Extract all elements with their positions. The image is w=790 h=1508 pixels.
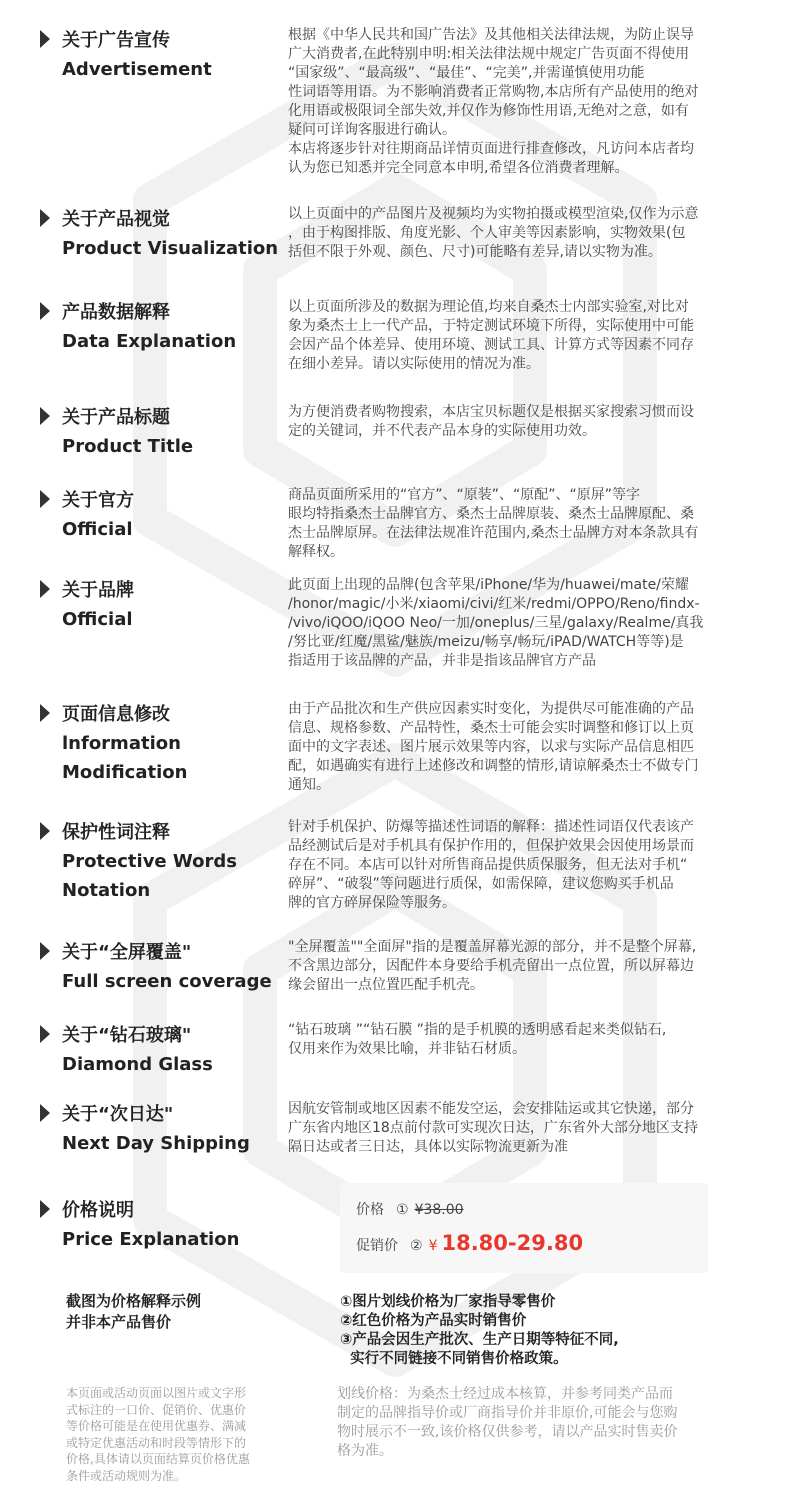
section-title-cn: 保护性词注释 — [62, 822, 170, 843]
section-body-line: 象为桑杰士上一代产品，于特定测试环境下所得，实际使用中可能 — [288, 318, 694, 334]
section-body-line: 括但不限于外观、颜色、尺寸)可能略有差异,请以实物为准。 — [288, 244, 662, 260]
section-body-line: 根据《中华人民共和国广告法》及其他相关法律法规，为防止误导 — [288, 27, 694, 43]
footnote-line: 等价格可能是在使用优惠券、满减 — [66, 1419, 247, 1433]
section-body-line: 眼均特指桑杰士品牌官方、桑杰士品牌原装、桑杰士品牌原配、桑 — [288, 506, 694, 522]
bullet-arrow-icon — [40, 30, 50, 48]
footnote-line: 本页面或活动页面以图片或文字形 — [66, 1386, 247, 1400]
footnote-line: 价格,具体请以页面结算页价格优惠 — [66, 1452, 250, 1466]
explanation-item: ③产品会因生产批次、生产日期等特征不同, — [340, 1332, 619, 1348]
list-price-label: 价格 — [356, 1202, 384, 1218]
example-note-line: 并非本产品售价 — [66, 1313, 172, 1331]
footnote-line: 制定的品牌指导价或厂商指导价并非原价,可能会与您购 — [337, 1405, 678, 1421]
section-body-line: 认为您已知悉并完全同意本申明,希望各位消费者理解。 — [288, 160, 629, 176]
section-body-line: 定的关键词，并不代表产品本身的实际使用功效。 — [288, 423, 596, 439]
section-body — [288, 938, 738, 995]
section-title-en: Modification — [62, 762, 188, 783]
section-body — [288, 1100, 738, 1157]
section-body-line: 隔日达或者三日达，具体以实际物流更新为准 — [288, 1139, 568, 1155]
section-body-line: 配，如遇确实有进行上述修改和调整的情形,请谅解桑杰士不做专门 — [288, 758, 699, 774]
bullet-arrow-icon — [40, 1200, 50, 1218]
section-body-line: 品经测试后是对手机具有保护作用的，但保护效果会因使用场景而 — [288, 838, 694, 854]
strikethrough-price-note — [337, 1385, 717, 1461]
list-price-value: ¥38.00 — [414, 1202, 464, 1218]
section-body — [288, 26, 738, 178]
section-body-line: 因航安管制或地区因素不能发空运，会安排陆运或其它快递，部分 — [288, 1101, 694, 1117]
section-body-line: 缘会留出一点位置匹配手机壳。 — [288, 977, 484, 993]
section-title-en: Full screen coverage — [62, 971, 272, 992]
promo-price-value: 18.80-29.80 — [441, 1231, 584, 1255]
section-body — [288, 403, 738, 441]
section-body-line: 杰士品牌原屏。在法律法规准许范围内,桑杰士品牌方对本条款具有 — [288, 525, 699, 541]
section-body-line: 信息、规格参数、产品特性，桑杰士可能会实时调整和修订以上页 — [288, 720, 694, 736]
section-body-line: "全屏覆盖""全面屏"指的是覆盖屏幕光源的部分，并不是整个屏幕, — [288, 939, 697, 955]
section-title — [62, 1021, 277, 1079]
footnote-line: 或特定优惠活动和时段等情形下的 — [66, 1435, 247, 1450]
explanation-item: ②红色价格为产品实时销售价 — [340, 1313, 527, 1329]
section-body-line: 化用语或极限词全部失效,并仅作为修饰性用语,无绝对之意，如有 — [288, 103, 689, 119]
section-title — [62, 576, 277, 634]
section-body-line: 通知。 — [288, 777, 330, 793]
section-title-en: Official — [62, 519, 133, 540]
section-title — [62, 205, 277, 263]
list-price-marker: ① — [396, 1202, 409, 1218]
price-explanation-list — [340, 1293, 619, 1369]
bullet-arrow-icon — [40, 1025, 50, 1043]
bullet-arrow-icon — [40, 490, 50, 508]
section-body-line: 性词语等用语。为不影响消费者正常购物,本店所有产品使用的绝对 — [288, 84, 699, 100]
section-title — [62, 486, 277, 544]
bullet-arrow-icon — [40, 1104, 50, 1122]
section-body — [288, 486, 738, 562]
section-body-line: 牌的官方碎屏保险等服务。 — [288, 895, 456, 911]
footnote-line: 划线价格：为桑杰士经过成本核算，并参考同类产品而 — [337, 1386, 673, 1402]
section-title — [62, 818, 277, 905]
bullet-arrow-icon — [40, 302, 50, 320]
section-title-en: Product Title — [62, 436, 194, 457]
section-body-line: /努比亚/红魔/黑鲨/魅族/meizu/畅享/畅玩/iPAD/WATCH等等)是 — [288, 634, 684, 650]
section-title-cn: 关于广告宣传 — [62, 30, 170, 51]
section-body-line: 商品页面所采用的“官方”、“原装”、“原配”、“原屏”等字 — [288, 487, 641, 503]
section-body-line: 针对手机保护、防爆等描述性词语的解释：描述性词语仅代表该产 — [288, 819, 694, 835]
section-title — [62, 403, 277, 461]
bullet-arrow-icon — [40, 822, 50, 840]
section-title-en: Notation — [62, 880, 151, 901]
bullet-arrow-icon — [40, 407, 50, 425]
section-title-cn: 关于官方 — [62, 490, 134, 511]
section-body-line: 解释权。 — [288, 544, 344, 560]
section-body-line: 本店将逐步针对往期商品详情页面进行排查修改，凡访问本店者均 — [288, 141, 694, 157]
price-example-card — [340, 1183, 708, 1273]
section-body-line: 碎屏”、“破裂”等问题进行质保，如需保障，建议您购买手机品 — [288, 876, 674, 892]
section-body-line: 广大消费者,在此特别申明:相关法律法规中规定广告页面不得使用 — [288, 46, 690, 62]
section-title — [62, 1196, 277, 1254]
section-body-line: /honor/magic/小米/xiaomi/civi/红米/redmi/OPPO/Reno/findx- — [288, 596, 700, 612]
section-body-line: 面中的文字表述、图片展示效果等内容，以求与实际产品信息相匹 — [288, 739, 694, 755]
promo-price-label: 促销价 — [356, 1238, 398, 1254]
section-title-cn: 关于“全屏覆盖" — [62, 942, 192, 963]
section-title-en: Price Explanation — [62, 1229, 240, 1250]
section-body-line: 以上页面所涉及的数据为理论值,均来自桑杰士内部实验室,对比对 — [288, 299, 689, 315]
section-title-en: Next Day Shipping — [62, 1133, 250, 1154]
section-body-line: “国家级”、“最高级”、“最佳”、“完美”,并需谨慎使用功能 — [288, 65, 645, 81]
section-title — [62, 26, 277, 84]
section-body — [288, 818, 738, 913]
section-title-en: Official — [62, 609, 133, 630]
section-body — [288, 205, 738, 262]
list-price-row — [356, 1199, 464, 1219]
section-title-en: Data Explanation — [62, 331, 237, 352]
section-title-cn: 产品数据解释 — [62, 302, 170, 323]
section-body — [288, 576, 738, 671]
promo-price-marker: ② — [410, 1238, 423, 1254]
section-body-line: 为方便消费者购物搜索，本店宝贝标题仅是根据买家搜索习惯而设 — [288, 404, 694, 420]
section-title-en: Diamond Glass — [62, 1054, 213, 1075]
section-body-line: 存在不同。本店可以针对所售商品提供质保服务，但无法对手机“ — [288, 857, 688, 873]
section-body-line: 广东省内地区18点前付款可实现次日达，广东省外大部分地区支持 — [288, 1120, 698, 1136]
section-body-line: 不含黑边部分，因配件本身要给手机壳留出一点位置，所以屏幕边 — [288, 958, 694, 974]
bullet-arrow-icon — [40, 580, 50, 598]
section-body-line: 由于产品批次和生产供应因素实时变化，为提供尽可能准确的产品 — [288, 701, 694, 717]
section-body-line: 疑问可详询客服进行确认。 — [288, 122, 456, 138]
explanation-item: ①图片划线价格为厂家指导零售价 — [340, 1294, 556, 1310]
section-body-line: “钻石玻璃 ”“钻石膜 ”指的是手机膜的透明感看起来类似钻石, — [288, 1022, 667, 1038]
bullet-arrow-icon — [40, 704, 50, 722]
section-body — [288, 700, 738, 795]
section-title-cn: 关于品牌 — [62, 580, 134, 601]
section-title-en: Advertisement — [62, 59, 212, 80]
section-title-cn: 关于产品视觉 — [62, 209, 170, 230]
footnote-line: 格为准。 — [337, 1443, 393, 1459]
section-body — [288, 298, 738, 374]
section-body-line: 以上页面中的产品图片及视频均为实物拍摄或模型渲染,仅作为示意 — [288, 206, 699, 222]
section-body-line: ，由于构图排版、角度光影、个人审美等因素影响，实物效果(包 — [288, 225, 686, 241]
section-title — [62, 1100, 277, 1158]
bullet-arrow-icon — [40, 209, 50, 227]
footnote-line: 条件或活动规则为准。 — [66, 1468, 187, 1483]
section-title-en: lnformation — [62, 733, 181, 754]
promo-price-row — [356, 1231, 583, 1255]
section-title-cn: 页面信息修改 — [62, 704, 170, 725]
section-body-line: 会因产品个体差异、使用环境、测试工具、计算方式等因素不同存 — [288, 337, 694, 353]
section-body-line: 此页面上出现的品牌(包含苹果/iPhone/华为/huawei/mate/荣耀 — [288, 577, 689, 593]
footnote-line: 式标注的一口价、促销价、优惠价 — [66, 1402, 247, 1417]
section-title-cn: 关于产品标题 — [62, 407, 170, 428]
example-note-line: 截图为价格解释示例 — [66, 1292, 202, 1310]
section-body-line: 指适用于该品牌的产品，并非是指该品牌官方产品 — [288, 653, 596, 669]
section-title-en: Protective Words — [62, 851, 237, 872]
section-body-line: /vivo/iQOO/iQOO Neo/一加/oneplus/三星/galaxy/Realme/真我 — [288, 615, 704, 631]
section-title-cn: 价格说明 — [62, 1200, 134, 1221]
explanation-item: 实行不同链接不同销售价格政策。 — [340, 1351, 568, 1367]
section-title — [62, 938, 277, 996]
promo-price-currency: ¥ — [428, 1238, 438, 1254]
section-title-cn: 关于“次日达" — [62, 1104, 174, 1125]
section-title-cn: 关于“钻石玻璃" — [62, 1025, 192, 1046]
section-body-line: 仅用来作为效果比喻，并非钻石材质。 — [288, 1041, 526, 1057]
section-title — [62, 700, 277, 787]
section-title-en: Product Visualization — [62, 238, 279, 259]
footnote-line: 物时展示不一致,该价格仅供参考，请以产品实时售卖价 — [337, 1424, 678, 1440]
section-body — [288, 1021, 738, 1059]
example-note — [66, 1291, 201, 1333]
pricing-footnote — [66, 1385, 276, 1484]
section-title — [62, 298, 277, 356]
bullet-arrow-icon — [40, 942, 50, 960]
section-body-line: 在细小差异。请以实际使用的情况为准。 — [288, 356, 540, 372]
